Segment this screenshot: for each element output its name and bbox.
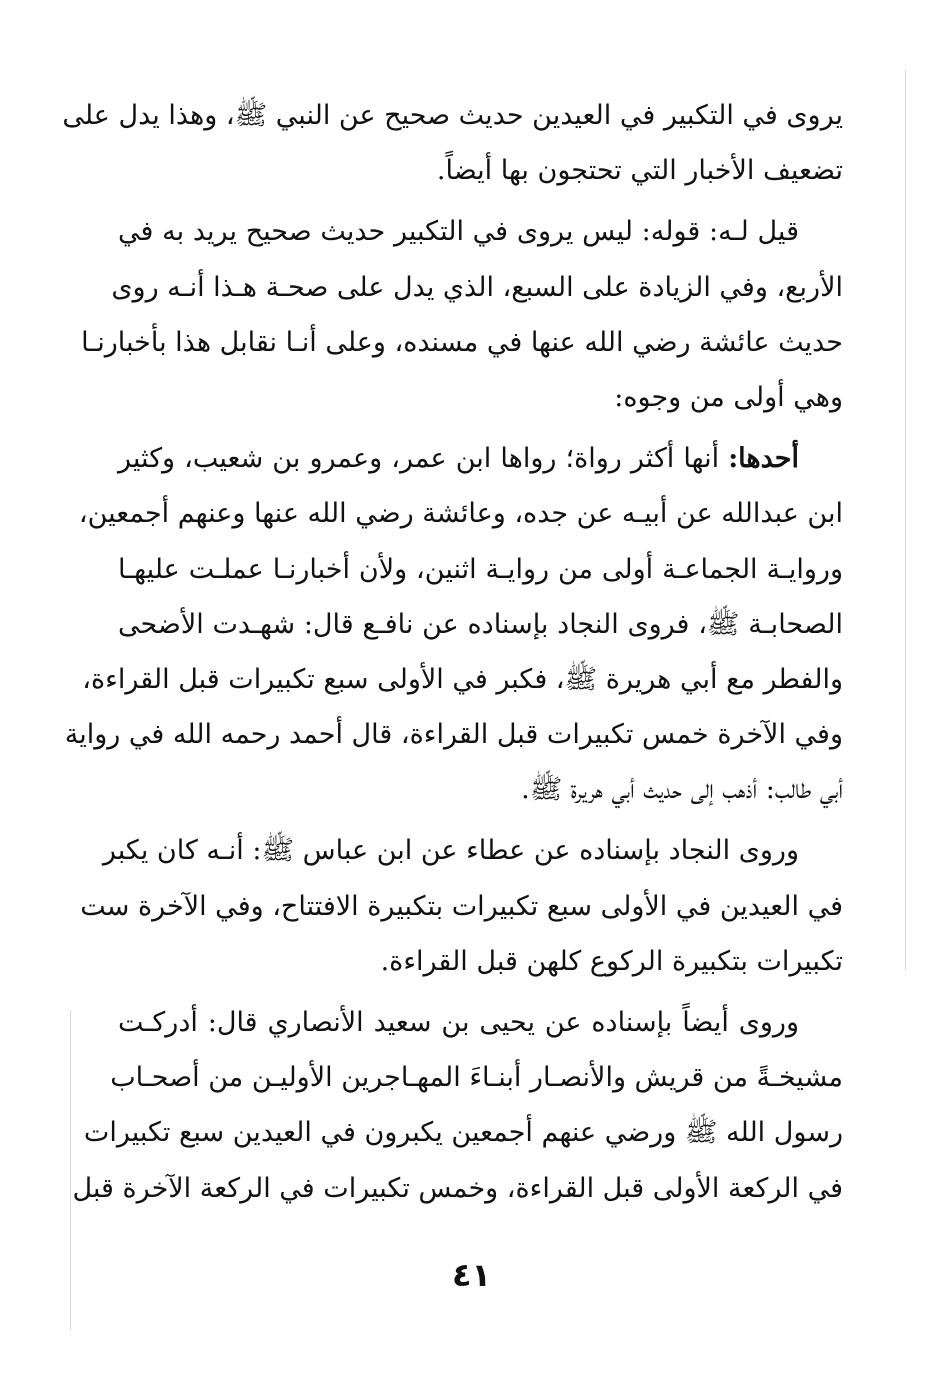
text-line: وروى أيضاً بإسناده عن يحيى بن سعيد الأنصاري قال: أدركـت [118,1007,799,1038]
text-line [118,431,843,486]
text-line: حديث عائشة رضي الله عنها في مسنده، وعلى أنـا نقابل هذا بأخبارنـا [81,326,843,358]
body-text [62,88,843,1222]
text-line: ابن عبدالله عن أبيـه عن جده، وعائشة رضي الله عنها وعنهم أجمعين، [78,498,843,530]
section-lead: أحدها: [728,443,799,475]
text-line: أبي طالب: أذهب إلى حديث أبي هريرة ﷺ. [521,774,843,806]
paragraph-1 [62,88,843,198]
paragraph-5 [72,995,843,1216]
text-line: رسول الله ﷺ ورضي عنهم أجمعين يكبرون في العيدين سبع تكبيرات [83,1117,843,1149]
text-line: تضعيف الأخبار التي تحتجون بها أيضاً. [436,155,843,187]
line-text: أنها أكثر رواة؛ رواها ابن عمر، وعمرو بن شعيب، وكثير [118,443,720,475]
text-line: وروايـة الجماعـة أولى من روايـة اثنين، ولأن أخبارنـا عملـت عليهـا [118,553,843,585]
text-line: قيل لـه: قوله: ليس يروى في التكبير حديث صحيح يريد به في [118,216,799,248]
text-line: وهي أولى من وجوه: [614,381,843,413]
text-line: تكبيرات بتكبيرة الركوع كلهن قبل القراءة. [380,945,843,977]
scan-edge-right [905,70,906,970]
text-line: في الركعة الأولى قبل القراءة، وخمس تكبيرات في الركعة الآخرة قبل [72,1172,843,1204]
paragraph-3 [64,431,843,817]
paragraph-4 [80,823,843,989]
page-number: ٤١ [451,1256,492,1294]
text-line: وروى النجاد بإسناده عن عطاء عن ابن عباس ﷺ: أنـه كان يكبر [102,835,799,867]
paragraph-2 [81,204,843,425]
text-line: وفي الآخرة خمس تكبيرات قبل القراءة، قال أحمد رحمه الله في رواية [64,719,843,751]
text-line: الصحابـة ﷺ، فروى النجاد بإسناده عن نافـع قال: شهـدت الأضحى [118,608,843,640]
text-line: في العيدين في الأولى سبع تكبيرات بتكبيرة الافتتاح، وفي الآخرة ست [80,890,843,922]
text-line: يروى في التكبير في العيدين حديث صحيح عن النبي ﷺ، وهذا يدل على [62,100,843,131]
text-line: مشيخـةً من قريش والأنصـار أبنـاءَ المهـاجرين الأوليـن من أصحـاب [110,1062,843,1094]
text-line: والفطر مع أبي هريرة ﷺ، فكبر في الأولى سبع تكبيرات قبل القراءة، [82,663,843,695]
text-line: الأربع، وفي الزيادة على السبع، الذي يدل على صحـة هـذا أنـه روى [111,271,843,303]
